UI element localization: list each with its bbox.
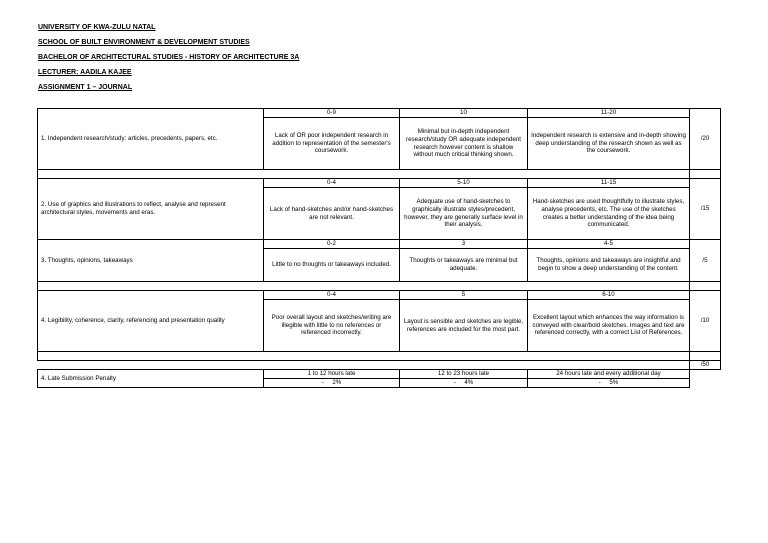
lecturer-name: LECTURER: AADILA KAJEE [38, 69, 132, 76]
band-range: 0-9 [264, 109, 400, 118]
penalty-value: - 4% [400, 379, 528, 388]
band-range: 0-2 [264, 240, 400, 249]
university-name: UNIVERSITY OF KWA-ZULU NATAL [38, 24, 156, 31]
band-range: 5 [400, 291, 528, 300]
band-range: 3 [400, 240, 528, 249]
band-range: 5-10 [400, 179, 528, 188]
max-score: /10 [690, 291, 721, 352]
document-header [38, 20, 299, 95]
band-description: Lack of hand-sketches and/or hand-sketches are not relevant. [264, 188, 400, 240]
penalty-label: 4. Late Submission Penalty [38, 370, 264, 388]
band-description: Thoughts or takeaways are minimal but adequate. [400, 249, 528, 282]
criterion-label: 3. Thoughts, opinions, takeaways [38, 240, 264, 282]
band-range: 6-10 [528, 291, 690, 300]
band-range: 4-5 [528, 240, 690, 249]
max-score: /20 [690, 109, 721, 170]
penalty-value: - 5% [528, 379, 690, 388]
rubric-row-header [38, 179, 721, 188]
band-description: Adequate use of hand-sketches to graphically illustrate styles/precedent, however, they are generally surface level in their analysis. [400, 188, 528, 240]
band-description: Minimal but in-depth independent research/study OR adequate independent research however content is shallow without much critical thinking shown. [400, 118, 528, 170]
band-range: 0-4 [264, 291, 400, 300]
max-score: /5 [690, 240, 721, 282]
penalty-range: 1 to 12 hours late [264, 370, 400, 379]
band-description: Layout is sensible and sketches are legible, references are included for the most part. [400, 300, 528, 352]
rubric-table [37, 108, 721, 388]
spacer-row [38, 282, 721, 291]
total-score: /50 [690, 361, 721, 370]
criterion-label: 4. Legibility, coherence, clarity, referencing and presentation quality [38, 291, 264, 352]
total-row [38, 361, 721, 370]
band-range: 0-4 [264, 179, 400, 188]
band-range: 10 [400, 109, 528, 118]
programme-name: BACHELOR OF ARCHITECTURAL STUDIES - HISTORY OF ARCHITECTURE 3A [38, 54, 300, 61]
penalty-header-row [38, 370, 721, 379]
penalty-value: - 2% [264, 379, 400, 388]
band-description: Poor overall layout and sketches/writing are illegible with little to no references or referenced incorrectly. [264, 300, 400, 352]
penalty-range: 24 hours late and every additional day [528, 370, 690, 379]
rubric-row-header [38, 109, 721, 118]
school-name: SCHOOL OF BUILT ENVIRONMENT & DEVELOPMENT STUDIES [38, 39, 250, 46]
max-score: /15 [690, 179, 721, 240]
spacer-row [38, 352, 721, 361]
spacer-row [38, 170, 721, 179]
band-description: Excellent layout which enhances the way information is conveyed with clear/bold sketches. Images and text are referenced correctly, with a correct List of References. [528, 300, 690, 352]
band-range: 11-15 [528, 179, 690, 188]
band-description: Little to no thoughts or takeaways included. [264, 249, 400, 282]
band-description: Lack of OR poor independent research in addition to representation of the semester's coursework. [264, 118, 400, 170]
criterion-label: 1. Independent research/study: articles, precedents, papers, etc. [38, 109, 264, 170]
rubric-row-header [38, 240, 721, 249]
rubric-row-header [38, 291, 721, 300]
band-range: 11-20 [528, 109, 690, 118]
band-description: Independent research is extensive and in-depth showing deep understanding of the research shown as well as the coursework. [528, 118, 690, 170]
band-description: Thoughts, opinions and takeaways are insightful and begin to show a deep understanding of the content. [528, 249, 690, 282]
penalty-range: 12 to 23 hours late [400, 370, 528, 379]
band-description: Hand-sketches are used thoughtfully to illustrate styles, analyse precedents, etc. The use of the sketches creates a better understanding of the idea being communicated. [528, 188, 690, 240]
criterion-label: 2. Use of graphics and illustrations to reflect, analyse and represent architectural styles, movements and eras. [38, 179, 264, 240]
assignment-title: ASSIGNMENT 1 – JOURNAL [38, 84, 133, 91]
